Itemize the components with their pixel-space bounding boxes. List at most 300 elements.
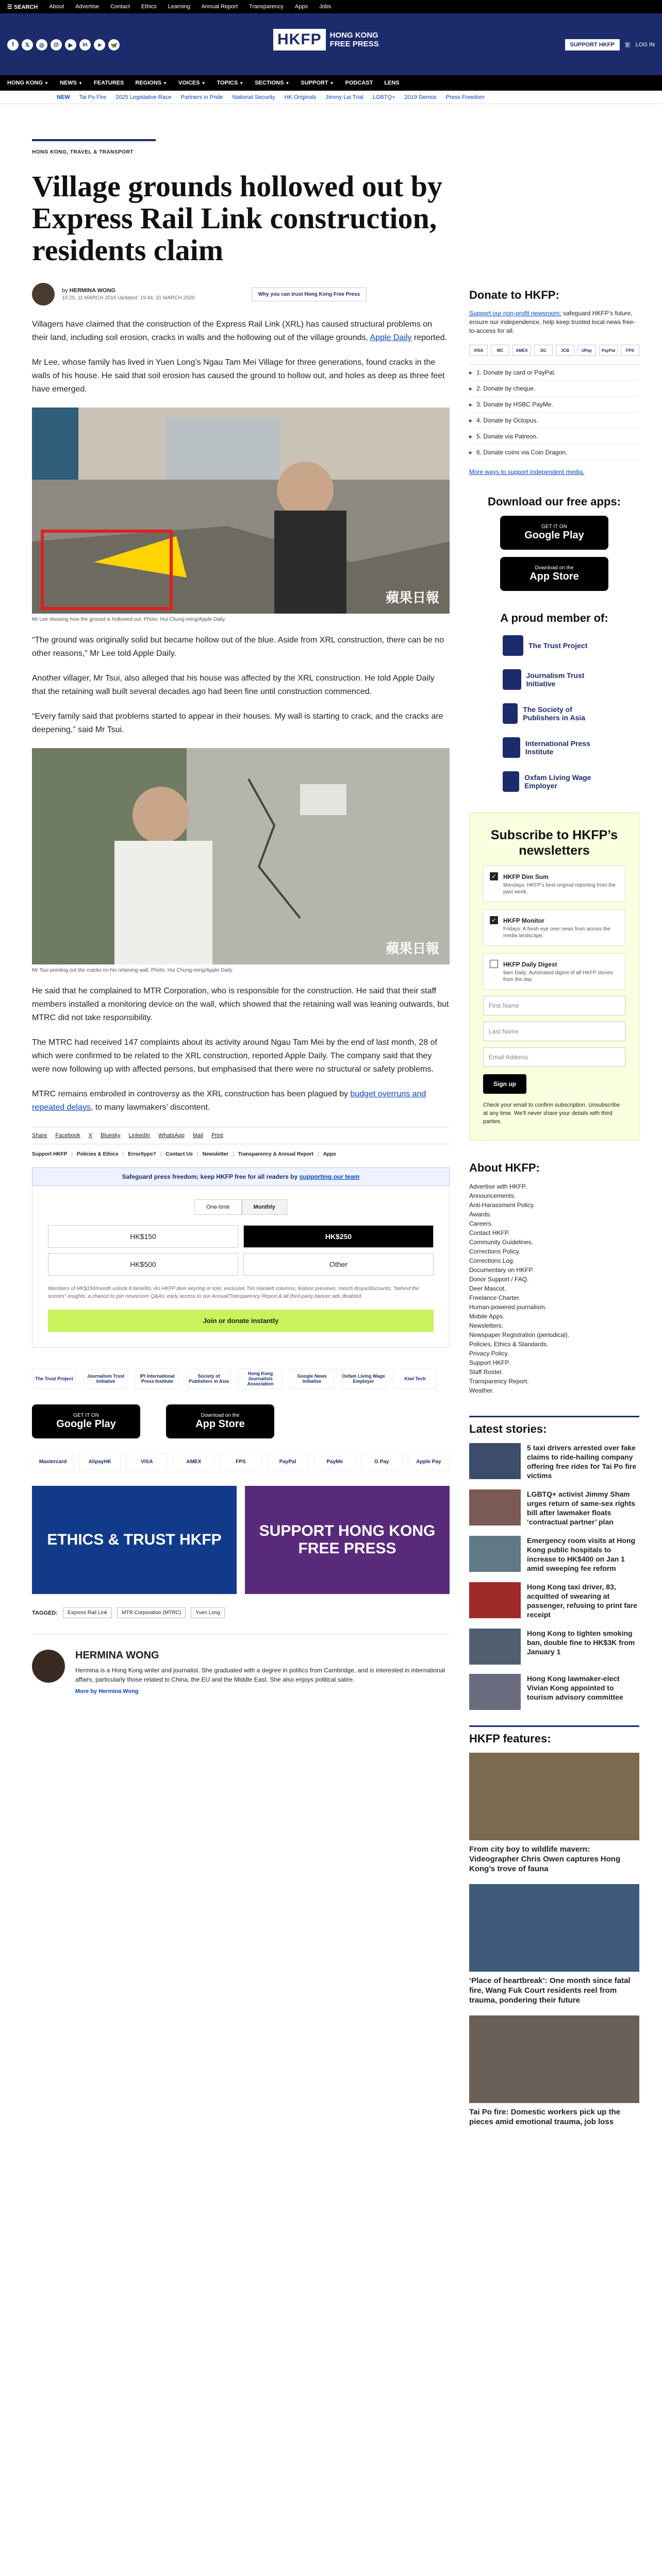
caret-right-icon: ▶ [469,434,473,439]
logo-mark: HKFP [273,29,326,50]
nav-label: PODCAST [345,80,373,86]
share-linkedin[interactable]: LinkedIn [128,1132,151,1139]
byline [32,282,450,307]
donate-title: Donate to HKFP: [469,289,559,301]
member-logo[interactable] [503,635,606,656]
telegram-icon[interactable]: ➤ [94,39,105,50]
donate-options [469,364,639,461]
separator: | [122,1151,124,1157]
card-logo: DC [534,345,553,356]
chevron-down-icon: ▼ [329,81,334,86]
nav-label: SECTIONS [255,80,284,86]
latest-title: Latest stories: [469,1416,639,1436]
footer-link-contact[interactable]: Contact Us [166,1151,193,1157]
donate-header-text: Safeguard press freedom; keep HKFP free for all readers by [122,1173,300,1180]
paragraph-text: reported. [411,333,447,342]
badge-main-text: App Store [195,1418,245,1430]
trending-link[interactable]: LGBTQ+ [372,94,395,100]
checkbox-unchecked[interactable] [490,960,498,968]
nav-item-hong-kong[interactable] [7,80,48,86]
story-thumbnail [469,1629,521,1665]
amount-options [48,1225,434,1276]
chevron-down-icon: ▼ [78,81,82,86]
feature-list [469,1753,639,2127]
paragraph-text: , to many lawmakers’ discontent. [90,1103,210,1112]
article-footer-links [32,1151,450,1157]
tag[interactable]: Yuen Long [191,1607,225,1618]
article-category[interactable]: HONG KONG, TRAVEL & TRANSPORT [32,139,156,155]
photo-watermark: 蘋果日報 [385,941,439,956]
signup-button[interactable]: Sign up [483,1074,526,1094]
more-ways-link[interactable]: More ways to support independent media. [469,468,585,476]
share-button[interactable]: Share [32,1132,47,1139]
footer-link-support[interactable]: Support HKFP [32,1151,68,1157]
separator: | [71,1151,73,1157]
payment-logo: AlipayHK [79,1453,121,1470]
card-logo: VISA [469,345,488,356]
latest-story[interactable] [469,1443,639,1480]
latest-story[interactable] [469,1582,639,1619]
footer-link-policies[interactable]: Policies & Ethics [76,1151,119,1157]
support-hkfp-banner[interactable]: SUPPORT HONG KONG FREE PRESS [245,1486,450,1594]
ipi-icon [503,737,520,758]
about-link[interactable]: Corrections Log. [469,1257,515,1264]
badge-small-text: GET IT ON [541,524,567,530]
donate-option[interactable] [469,381,639,397]
author-box [32,1634,450,1694]
author-box-text [75,1650,450,1694]
donate-option-label: 4. Donate by Octopus. [476,417,538,424]
feature-image [469,1753,639,1840]
about-link[interactable]: Staff Roster. [469,1368,503,1376]
share-bar [32,1127,450,1144]
photo-1-image [32,408,450,614]
article-dates: 16:20, 11 MARCH 2016 Updated: 19:44, 31 MARCH 2020 [62,295,195,301]
trending-link[interactable]: Partners in Pride [180,94,223,100]
social-icons [7,39,120,50]
partner-logo[interactable]: Hong Kong Journalists Association [238,1368,283,1389]
threads-icon[interactable]: @ [51,39,62,50]
frequency-monthly[interactable]: Monthly [242,1199,287,1215]
card-logo: PayPal [599,345,618,356]
nav-item-regions[interactable] [135,80,167,86]
partner-logo[interactable]: Google News Initiative [290,1368,334,1389]
frequency-toggle [48,1199,434,1215]
main-nav [0,75,662,91]
trending-link[interactable]: 2019 Demos [404,94,437,100]
masthead-actions [565,39,655,50]
top-link-ethics[interactable]: Ethics [141,4,157,10]
about-link[interactable]: Community Guidelines. [469,1239,534,1246]
newsletter-option[interactable] [483,953,625,990]
donate-option-label: 1. Donate by card or PayPal. [476,369,556,376]
payment-methods [32,1453,450,1470]
share-x[interactable]: X [88,1132,93,1139]
newsletter-option[interactable] [483,909,625,946]
join-donate-button[interactable]: Join or donate instantly [48,1310,434,1332]
youtube-icon[interactable]: ▶ [65,39,76,50]
member-logo[interactable] [503,737,606,758]
paragraph: Mr Lee, whose family has lived in Yuen Long’s Ngau Tam Mei Village for three generations, found cracks in the walls of his house. He said that soil erosion has caused the ground to hollow out, and holes as deep as three feet have emerged. [32,358,445,394]
donate-option[interactable] [469,397,639,413]
nav-item-topics[interactable] [217,80,244,86]
nav-item-features[interactable] [94,80,124,86]
partner-logo[interactable]: Journalism Trust Initiative [84,1368,128,1389]
card-logo: JCB [556,345,574,356]
badge-small-text: Download on the [535,565,574,571]
about-link[interactable]: Donor Support / FAQ. [469,1276,529,1283]
checkbox-checked[interactable]: ✓ [490,872,498,880]
payment-logo: Apple Pay [408,1453,450,1470]
feature-title: ‘Place of heartbreak’: One month since fatal fire, Wang Fuk Court residents reel from trauma, pondering their future [469,1976,631,2005]
story-thumbnail [469,1582,521,1618]
latest-story[interactable] [469,1489,639,1527]
payment-logo: AMEX [173,1453,214,1470]
badge-small-text: Download on the [201,1413,240,1418]
badge-main-text: App Store [529,571,579,582]
paragraph [32,318,450,345]
about-link[interactable]: Anti-Harassment Policy. [469,1201,535,1209]
paragraph [32,1088,450,1114]
paragraph-text: MTRC remains embroiled in controversy as the XRL construction has been plagued by [32,1090,351,1098]
payment-logo: G Pay [361,1453,403,1470]
apple-daily-link[interactable]: Apple Daily [370,333,412,342]
card-logo: MC [491,345,509,356]
language-toggle[interactable]: 繁 [624,42,631,48]
author-name: HERMINA WONG [69,287,116,294]
about-link[interactable]: Privacy Policy. [469,1350,509,1357]
trending-link[interactable]: Jimmy Lai Trial [325,94,363,100]
story-thumbnail [469,1536,521,1572]
masthead [0,13,662,75]
trending-link[interactable]: Press Freedom [445,94,485,100]
feature-item[interactable] [469,1753,639,1874]
newsletter-title: Subscribe to HKFP’s newsletters [490,828,618,858]
nav-item-podcast[interactable] [345,80,373,86]
member-name: Journalism Trust Initiative [526,671,585,688]
facebook-icon[interactable]: f [7,39,19,50]
frequency-one-time[interactable]: One-time [194,1199,241,1215]
logo-text-line-1: HONG KONG [329,31,378,40]
caret-right-icon: ▶ [469,418,473,423]
story-title: Hong Kong to tighten smoking ban, double fine to HK$3K from January 1 [527,1629,635,1656]
trending-link[interactable]: National Security [232,94,275,100]
article-tags [32,1607,450,1618]
donate-option-label: 2. Donate by cheque. [476,385,536,392]
donate-option[interactable] [469,445,639,461]
donate-text-link[interactable]: Support our non-profit newsroom: [469,310,561,317]
newsletter-note: Check your email to confirm subscription. Unsubscribe at any time. We'll never share your details with third parties. [483,1102,620,1125]
donate-text-body: safeguard HKFP’s future, ensure our independence, help keep trusted local news free-to-access for all. [469,310,636,334]
nav-label: TOPICS [217,80,238,86]
feature-image [469,2015,639,2103]
logo-text-line-2: FREE PRESS [329,40,379,48]
paragraph: The MTRC had received 147 complaints about its activity around Ngau Tam Mei by the end of last month, 28 of which were confirmed to be related to the XRL construction, reported Apple Daily. The company said that they were now following up with affected persons, but emphasised that there were no structural or safety problems. [32,1038,437,1074]
share-mail[interactable]: Mail [192,1132,204,1139]
ethics-trust-banner[interactable]: ETHICS & TRUST HKFP [32,1486,237,1594]
support-team-link[interactable]: supporting our team [299,1173,360,1180]
app-store-badge[interactable] [500,557,608,591]
story-thumbnail [469,1443,521,1479]
about-link[interactable]: Newsletters. [469,1322,504,1329]
byline-text [62,287,195,301]
about-link[interactable]: Mobile Apps. [469,1313,505,1320]
byline-author[interactable] [62,287,195,294]
share-print[interactable]: Print [211,1132,223,1139]
about-link[interactable]: Weather. [469,1387,494,1394]
nav-label: VOICES [178,80,200,86]
promo-banners [32,1486,450,1594]
paragraph: “Every family said that problems started to appear in their houses. My wall is starting to crack, and the cracks are deepening,” said Mr Tsui. [32,712,443,734]
about-link[interactable]: Newspaper Registration (periodical). [469,1331,570,1338]
chevron-down-icon: ▼ [285,81,290,86]
newsletter-desc: Fridays: A fresh eye over news from across the media landscape. [503,926,610,939]
newsletter-box [469,812,639,1141]
author-box-bio: Hermina is a Hong Kong writer and journalist. She graduated with a degree in politics from Cambridge, and is interested in international affairs, particularly those related to China, the EU and the Middle East. She also enjoys political satire. [75,1667,445,1683]
amount-option[interactable]: HK$500 [48,1253,238,1276]
amount-option-selected[interactable]: HK$250 [243,1225,434,1248]
caret-right-icon: ▶ [469,402,473,407]
story-title: Hong Kong lawmaker-elect Vivian Kong appointed to tourism advisory committee [527,1674,623,1701]
donate-option-label: 6. Donate coins via Coin Dragon. [476,449,568,456]
x-icon[interactable]: 𝕏 [22,39,33,50]
trending-link[interactable]: HK Originals [284,94,317,100]
card-logo: FPS [621,345,639,356]
nav-label: FEATURES [93,80,124,86]
share-whatsapp[interactable]: WhatsApp [158,1132,185,1139]
nav-item-news[interactable] [60,80,82,86]
chevron-down-icon: ▼ [44,81,48,86]
photo-caption: Mr Tsui pointing out the cracks on his retaining wall. Photo: Hui Chung-ming/Apple Daily. [32,968,234,973]
top-link-jobs[interactable]: Jobs [319,4,332,10]
paragraph: He said that he complained to MTR Corporation, who is responsible for the construction. He said that their staff members installed a monitoring device on the wall, which showed that the retaining wall was leaning outwards, but MTRC did not take responsibility. [32,987,449,1022]
email-input[interactable]: Email Address [483,1047,625,1067]
budget-overruns-link[interactable]: budget overruns and repeated delays [32,1090,426,1112]
card-logos [469,345,639,356]
member-logo[interactable] [503,669,606,690]
footer-link-error[interactable]: Error/typo? [128,1151,156,1157]
member-name: The Society of Publishers in Asia [523,705,586,722]
chevron-down-icon: ▼ [201,81,206,86]
member-logo[interactable] [503,703,606,724]
first-name-input[interactable]: First Name [483,996,625,1015]
partner-logo[interactable]: IPI International Press Institute [135,1368,179,1389]
partner-logos [32,1368,450,1389]
donate-widget [32,1167,450,1348]
author-box-name[interactable]: HERMINA WONG [75,1650,159,1661]
newsletter-option[interactable] [483,866,625,902]
nav-label: HONG KONG [7,80,43,86]
member-logo[interactable] [503,771,606,792]
latest-story[interactable] [469,1629,639,1665]
share-bluesky[interactable]: Bluesky [101,1132,121,1139]
share-facebook[interactable]: Facebook [55,1132,80,1139]
about-link[interactable]: Support HKFP. [469,1359,510,1366]
search-label: SEARCH [13,4,38,10]
trending-link[interactable]: Tai Po Fire [79,94,107,100]
about-link[interactable]: Deer Mascot. [469,1285,506,1292]
payment-logo: VISA [126,1453,168,1470]
about-link[interactable]: Contact HKFP. [469,1229,510,1236]
partner-logo[interactable]: The Trust Project [32,1368,76,1389]
amount-option[interactable]: HK$150 [48,1225,238,1248]
trust-badge[interactable]: Why you can trust Hong Kong Free Press [252,287,367,301]
separator: | [160,1151,162,1157]
card-logo: UPay [577,345,596,356]
member-name: The Trust Project [528,641,588,650]
top-link-transparency[interactable]: Transparency [249,4,284,10]
member-logos [469,635,639,792]
about-link[interactable]: Documentary on HKFP. [469,1266,534,1274]
nav-label: REGIONS [135,80,162,86]
partner-logo[interactable]: Society of Publishers in Asia [187,1368,231,1389]
donate-header [32,1167,450,1186]
about-title: About HKFP: [469,1161,540,1174]
about-link[interactable]: Policies, Ethics & Standards. [469,1341,549,1348]
about-link[interactable]: Careers. [469,1220,493,1227]
badge-main-text: Google Play [56,1418,116,1430]
author-avatar [32,283,55,306]
card-logo: AMEX [512,345,531,356]
app-badges [32,1404,450,1438]
caret-right-icon: ▶ [469,450,473,455]
caret-right-icon: ▶ [469,370,473,375]
trending-link[interactable]: 2025 Legislative Race [115,94,172,100]
newsletter-desc: 9am Daily: Automated digest of all HKFP stories from the day. [503,970,613,982]
author-box-avatar [32,1650,65,1683]
paragraph-text: Villagers have claimed that the construction of the Express Rail Link (XRL) has caused structural problems on their land, including soil erosion, cracks in walls and the hollowing out of the village grounds, [32,320,433,342]
feature-item[interactable] [469,2015,639,2127]
by-prefix: by [62,287,68,294]
google-play-badge[interactable] [32,1404,140,1438]
nav-item-lens[interactable] [384,80,399,86]
separator: | [318,1151,319,1157]
nav-label: NEWS [59,80,77,86]
google-play-badge[interactable] [500,516,608,550]
about-link[interactable]: Announcements. [469,1192,516,1199]
top-link-annual-report[interactable]: Annual Report [201,4,238,10]
donate-option[interactable] [469,413,639,429]
sopa-icon [503,703,518,724]
payment-logo: PayMe [314,1453,356,1470]
about-link[interactable]: Freelance Charter. [469,1294,521,1301]
tag[interactable]: MTR Corporation (MTRC) [117,1607,186,1618]
story-thumbnail [469,1489,521,1526]
about-link[interactable]: Advertise with HKFP. [469,1183,527,1190]
latest-story[interactable] [469,1674,639,1710]
logo-text [330,31,379,48]
about-link[interactable]: Transparency Report. [469,1378,529,1385]
photo-2-image [32,748,450,964]
latest-story[interactable] [469,1536,639,1573]
app-store-badge[interactable] [166,1404,274,1438]
photo-caption: Mr Lee showing how the ground is hollowed out. Photo: Hui Chung-ming/Apple Daily. [32,617,226,622]
last-name-input[interactable]: Last Name [483,1022,625,1041]
partner-logo[interactable]: Kiwi Tech [393,1368,437,1389]
photo-watermark: 蘋果日報 [385,590,439,605]
checkbox-checked[interactable]: ✓ [490,916,498,924]
donate-option[interactable] [469,429,639,445]
story-title: Hong Kong taxi driver, 83, acquitted of swearing at passenger, refusing to print fare receipt [527,1583,637,1619]
features-title: HKFP features: [469,1725,639,1745]
apps-title: Download our free apps: [488,495,621,508]
chevron-down-icon: ▼ [163,81,168,86]
latest-stories [469,1443,639,1710]
nav-label: LENS [384,80,400,86]
hkfp-logo[interactable] [273,23,392,57]
more-by-author-link[interactable]: More by Hermina Wong [75,1688,139,1694]
newsletter-desc: Mondays: HKFP's best original reporting from the past week. [503,883,616,895]
new-label: NEW [57,94,70,100]
story-thumbnail [469,1674,521,1710]
partner-logo[interactable]: Oxfam Living Wage Employer [341,1368,386,1389]
amount-option-other[interactable]: Other [243,1253,434,1276]
footer-link-transparency[interactable]: Transparency & Annual Report [238,1151,314,1157]
paragraph: “The ground was originally solid but became hollow out of the blue. Aside from XRL construction, there can be no other reasons,” Mr Lee told Apple Daily. [32,636,444,658]
instagram-icon[interactable]: ◎ [36,39,47,50]
tags-label: TAGGED: [32,1609,58,1616]
donate-option-label: 3. Donate by HSBC PayMe. [476,401,553,408]
search-button[interactable]: ☰ SEARCH [7,4,38,10]
bluesky-icon[interactable]: 🦋 [108,39,120,50]
donate-text [469,309,639,335]
nav-item-sections[interactable] [255,80,289,86]
story-title: 5 taxi drivers arrested over fake claims to ride-hailing company offering free rides for Tai Po fire victims [527,1444,637,1480]
top-link-advertise[interactable]: Advertise [75,4,99,10]
nav-item-voices[interactable] [178,80,206,86]
linkedin-icon[interactable]: in [79,39,91,50]
badge-small-text: GET IT ON [73,1413,99,1418]
about-link[interactable]: Awards. [469,1211,492,1218]
paragraph: Another villager, Mr Tsui, also alleged that his house was affected by the XRL construction. He told Apple Daily that the retaining wall built several decades ago had been fine until construction commenced. [32,674,435,696]
jti-icon [503,669,521,690]
newsletter-name: HKFP Daily Digest [503,961,557,968]
login-link[interactable]: LOG IN [635,42,655,48]
footer-link-apps[interactable]: Apps [323,1151,336,1157]
membership-note: Members of HK$150/month unlock 8 benefits: An HKFP deer keyring or tote; exclusive Tim Hamlett columns; feature previews; merch drops/discounts; "behind the scenes" insights; a chance to join newsroom Q&As; early access to our Annual/Transparency Report & all third-party banner ads disabled. [48,1286,419,1299]
sidebar [469,289,639,2137]
about-link[interactable]: Corrections Policy. [469,1248,521,1255]
tag[interactable]: Express Rail Link [63,1607,112,1618]
article-photo-1 [32,408,450,614]
payment-logo: FPS [220,1453,261,1470]
top-link-about[interactable]: About [49,4,64,10]
top-link-contact[interactable]: Contact [110,4,130,10]
feature-item[interactable] [469,1884,639,2005]
member-name: International Press Institute [525,739,590,756]
member-name: Oxfam Living Wage Employer [524,773,591,790]
about-links [469,1182,639,1395]
chevron-down-icon: ▼ [239,81,244,86]
story-title: LGBTQ+ activist Jimmy Sham urges return of same-sex rights bill after lawmaker floats ‘contractual partner’ plan [527,1490,636,1526]
top-link-learning[interactable]: Learning [168,4,190,10]
top-link-apps[interactable]: Apps [294,4,308,10]
article-column [32,139,450,1694]
trending-nav [0,91,662,104]
support-hkfp-button[interactable]: SUPPORT HKFP [565,39,620,50]
story-title: Emergency room visits at Hong Kong public hospitals to increase to HK$400 on Jan 1 amid sweeping fee reform [527,1536,636,1572]
about-link[interactable]: Human-powered journalism. [469,1303,547,1311]
donate-option[interactable] [469,365,639,381]
caret-right-icon: ▶ [469,386,473,391]
feature-image [469,1884,639,1972]
footer-link-newsletter[interactable]: Newsletter [202,1151,229,1157]
payment-logo: Mastercard [32,1453,74,1470]
top-bar [0,0,662,13]
payment-logo: PayPal [267,1453,309,1470]
nav-item-support[interactable] [301,80,334,86]
oxfam-icon [503,771,519,792]
